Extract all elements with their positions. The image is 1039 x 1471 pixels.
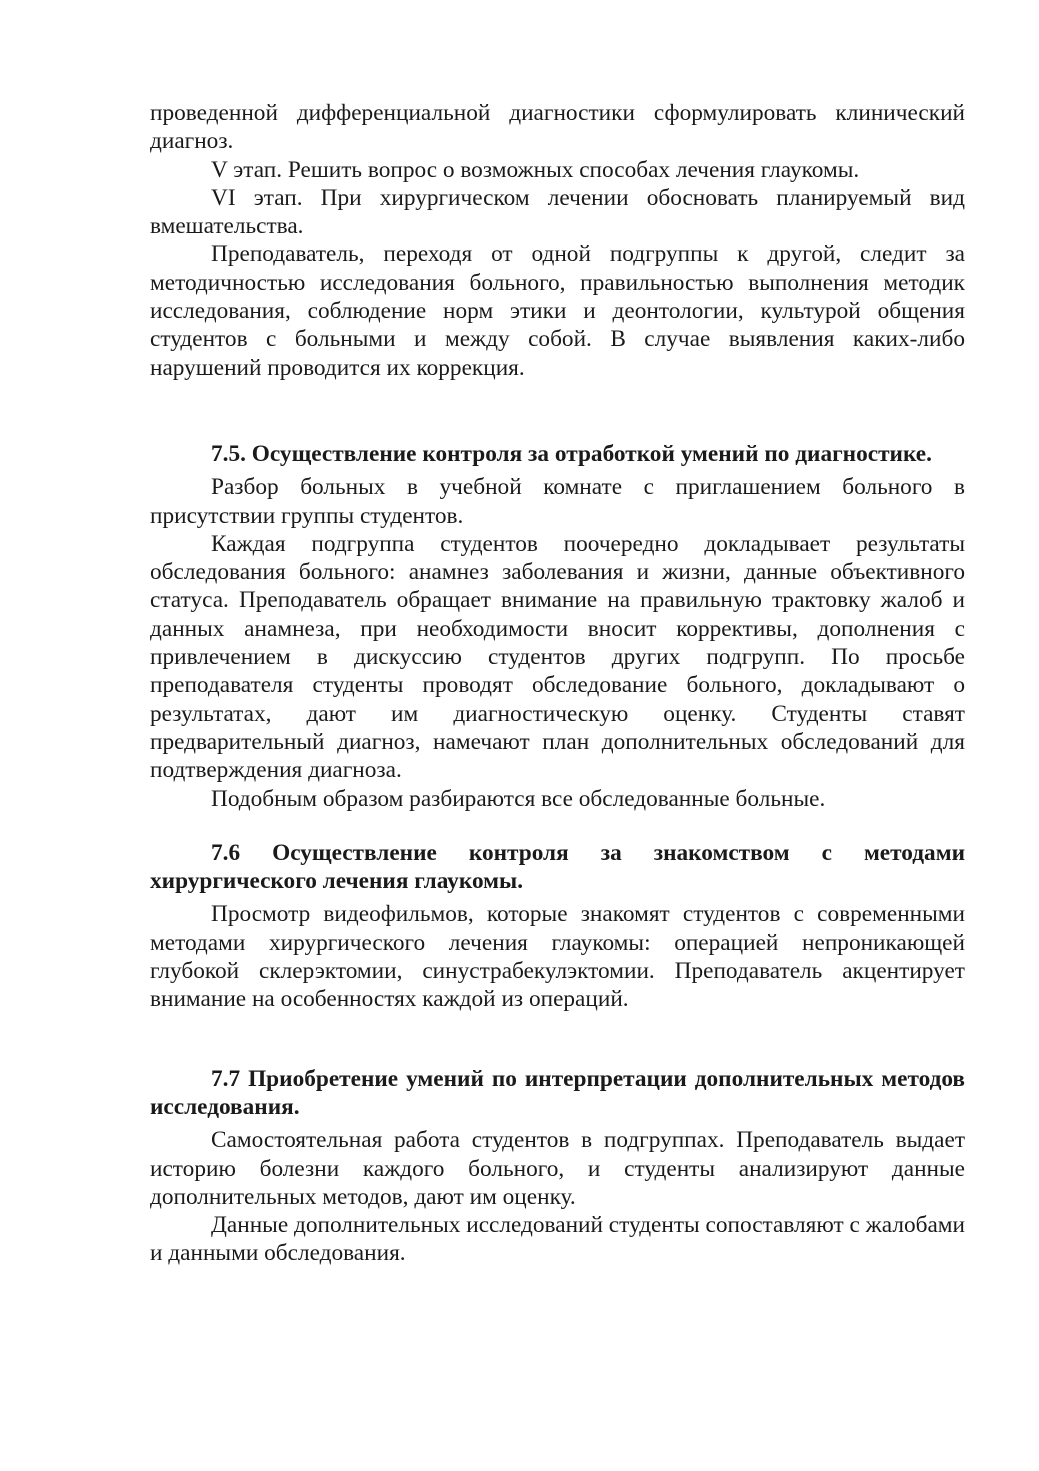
- paragraph-7-5-analysis: Разбор больных в учебной комнате с приглашением больного в присутствии группы студентов.: [150, 474, 965, 529]
- paragraph-7-7-comparison: Данные дополнительных исследований студенты сопоставляют с жалобами и данными обследования.: [150, 1212, 965, 1267]
- document-page: [150, 99, 965, 1268]
- paragraph-7-7-independent-work: Самостоятельная работа студентов в подгруппах. Преподаватель выдает историю болезни каждого больного, и студенты анализируют данные дополнительных методов, дают им оценку.: [150, 1127, 965, 1210]
- paragraph-stage-v: V этап. Решить вопрос о возможных способах лечения глаукомы.: [211, 156, 860, 183]
- paragraph-7-5-subgroups: Каждая подгруппа студентов поочередно докладывает результаты обследования больного: анамнез заболевания и жизни, данные объективного статуса. Преподаватель обращает внимание на правильную трактовку жалоб и данных анамнеза, при необходимости вносит коррективы, дополнения с привлечением в дискуссию студентов других подгрупп. По просьбе преподавателя студенты проводят обследование больного, докладывают о результатах, дают им диагностическую оценку. Студенты ставят предварительный диагноз, намечают план дополнительных обследований для подтверждения диагноза.: [150, 530, 965, 784]
- paragraph-teacher-control: Преподаватель, переходя от одной подгруппы к другой, следит за методичностью исследования больного, правильностью выполнения методик исследования, соблюдение норм этики и деонтологии, культурой общения студентов с больными и между собой. В случае выявления каких-либо нарушений проводится их коррекция.: [150, 241, 965, 381]
- spacer: [150, 813, 965, 839]
- spacer: [150, 1014, 965, 1065]
- paragraph-continuation: проведенной дифференциальной диагностики сформулировать клинический диагноз.: [150, 100, 965, 155]
- paragraph-7-6-videos: Просмотр видеофильмов, которые знакомят студентов с современными методами хирургического лечения глаукомы: операцией непроникающей глубокой склерэктомии, синустрабекулэктомии. Преподаватель акцентирует внимание на особенностях каждой из операций.: [150, 901, 965, 1013]
- paragraph-7-5-all-patients: Подобным образом разбираются все обследованные больные.: [211, 785, 826, 812]
- spacer: [150, 382, 965, 440]
- heading-7-7: 7.7 Приобретение умений по интерпретации дополнительных методов исследования.: [150, 1065, 965, 1120]
- heading-7-5: 7.5. Осуществление контроля за отработкой умений по диагностике.: [211, 440, 932, 467]
- paragraph-stage-vi: VI этап. При хирургическом лечении обосновать планируемый вид вмешательства.: [150, 184, 965, 240]
- heading-7-6: 7.6 Осуществление контроля за знакомством с методами хирургического лечения глаукомы.: [150, 839, 965, 895]
